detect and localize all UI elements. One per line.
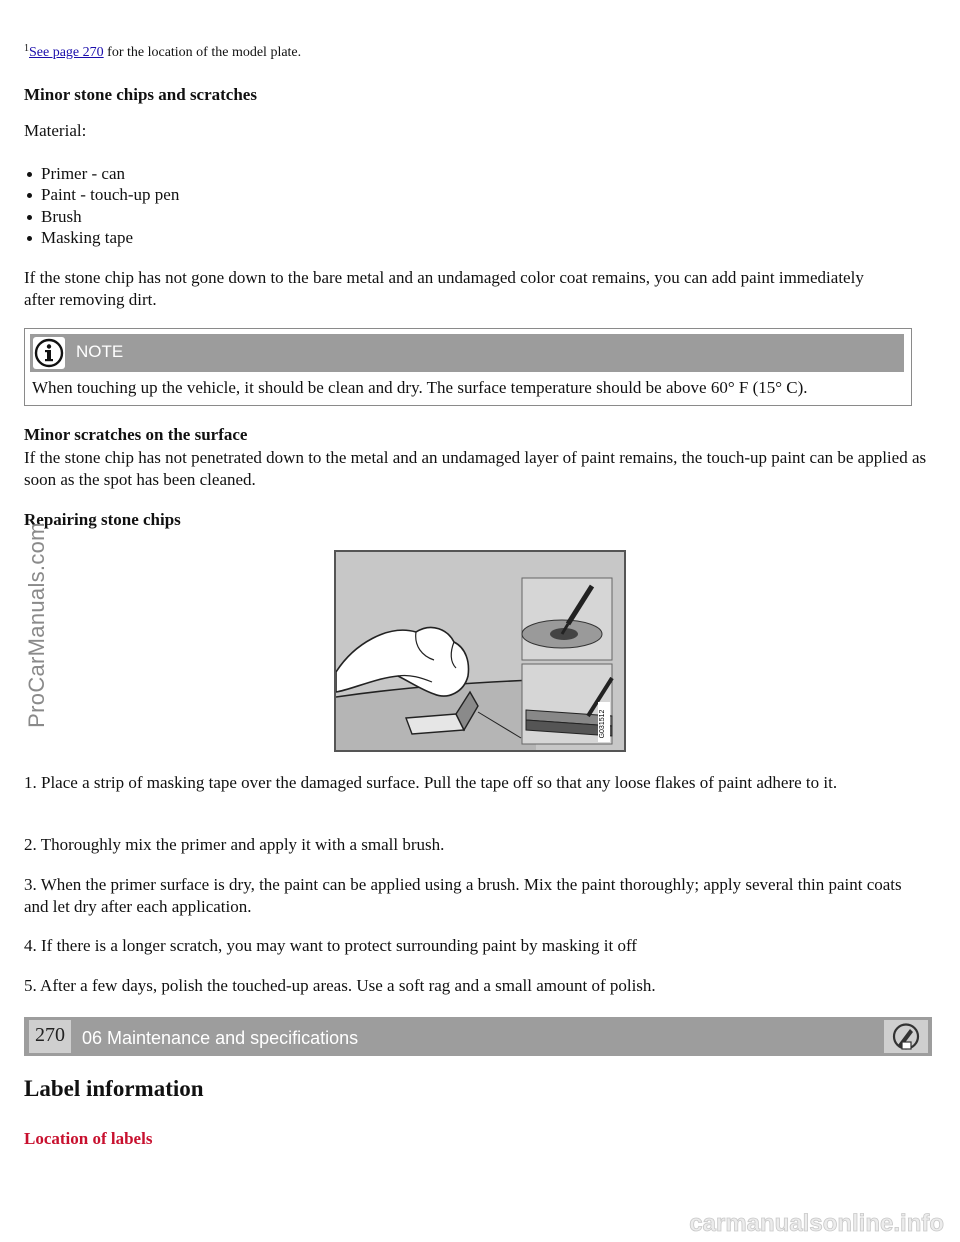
label-information-heading: Label information (24, 1076, 204, 1101)
footnote-text: for the location of the model plate. (103, 45, 302, 60)
list-item: Paint - touch-up pen (41, 185, 180, 205)
location-of-labels-heading: Location of labels (24, 1129, 153, 1148)
page-link[interactable]: See page 270 (29, 45, 104, 60)
intro-paragraph: If the stone chip has not gone down to the bare metal and an undamaged color coat remains, you can add paint immediately after removing dirt. (24, 268, 864, 309)
note-box (24, 328, 912, 406)
wrench-icon (884, 1020, 928, 1053)
figure-code: G031512 (599, 709, 606, 739)
list-item: Primer - can (41, 163, 179, 184)
list-item: Brush (41, 206, 179, 227)
minor-scratches-paragraph: If the stone chip has not penetrated down to the metal and an undamaged layer of paint remains, the touch-up paint can be applied as soon as the spot has been cleaned. (24, 448, 927, 489)
step-2: 2. Thoroughly mix the primer and apply it with a small brush. (24, 835, 445, 854)
heading-repairing-stone-chips: Repairing stone chips (24, 510, 181, 529)
note-title: NOTE (76, 342, 124, 361)
stone-chip-illustration (334, 550, 626, 752)
note-text: When touching up the vehicle, it should be clean and dry. The surface temperature should be above 60° F (15° C). (32, 378, 808, 397)
carmanualsonline-watermark (546, 1210, 946, 1238)
illustration-drawing (336, 552, 624, 750)
heading-minor-scratches: Minor scratches on the surface (24, 425, 248, 444)
footnote (24, 42, 301, 64)
step-5: 5. After a few days, polish the touched-up areas. Use a soft rag and a small amount of polish. (24, 976, 656, 995)
info-icon (33, 337, 65, 369)
step-4: 4. If there is a longer scratch, you may want to protect surrounding paint by masking it off (24, 936, 637, 955)
section-header-bar (24, 1017, 932, 1056)
footnote-marker: 1 (24, 43, 29, 54)
site-watermark-text: carmanualsonline.info (689, 1210, 944, 1237)
materials-list (24, 163, 179, 248)
material-label: Material: (24, 121, 87, 140)
page-number: 270 (29, 1020, 71, 1053)
procarmanuals-watermark: ProCarManuals.com (24, 522, 49, 728)
section-title: 06 Maintenance and specifications (82, 1028, 359, 1048)
step-3: 3. When the primer surface is dry, the paint can be applied using a brush. Mix the paint thoroughly; apply several thin paint coats and let dry after each application. (24, 875, 902, 916)
heading-minor-stone-chips: Minor stone chips and scratches (24, 85, 257, 104)
list-item: Masking tape (41, 227, 179, 248)
step-1: 1. Place a strip of masking tape over the damaged surface. Pull the tape off so that any loose flakes of paint adhere to it. (24, 773, 838, 792)
note-header (30, 334, 904, 372)
